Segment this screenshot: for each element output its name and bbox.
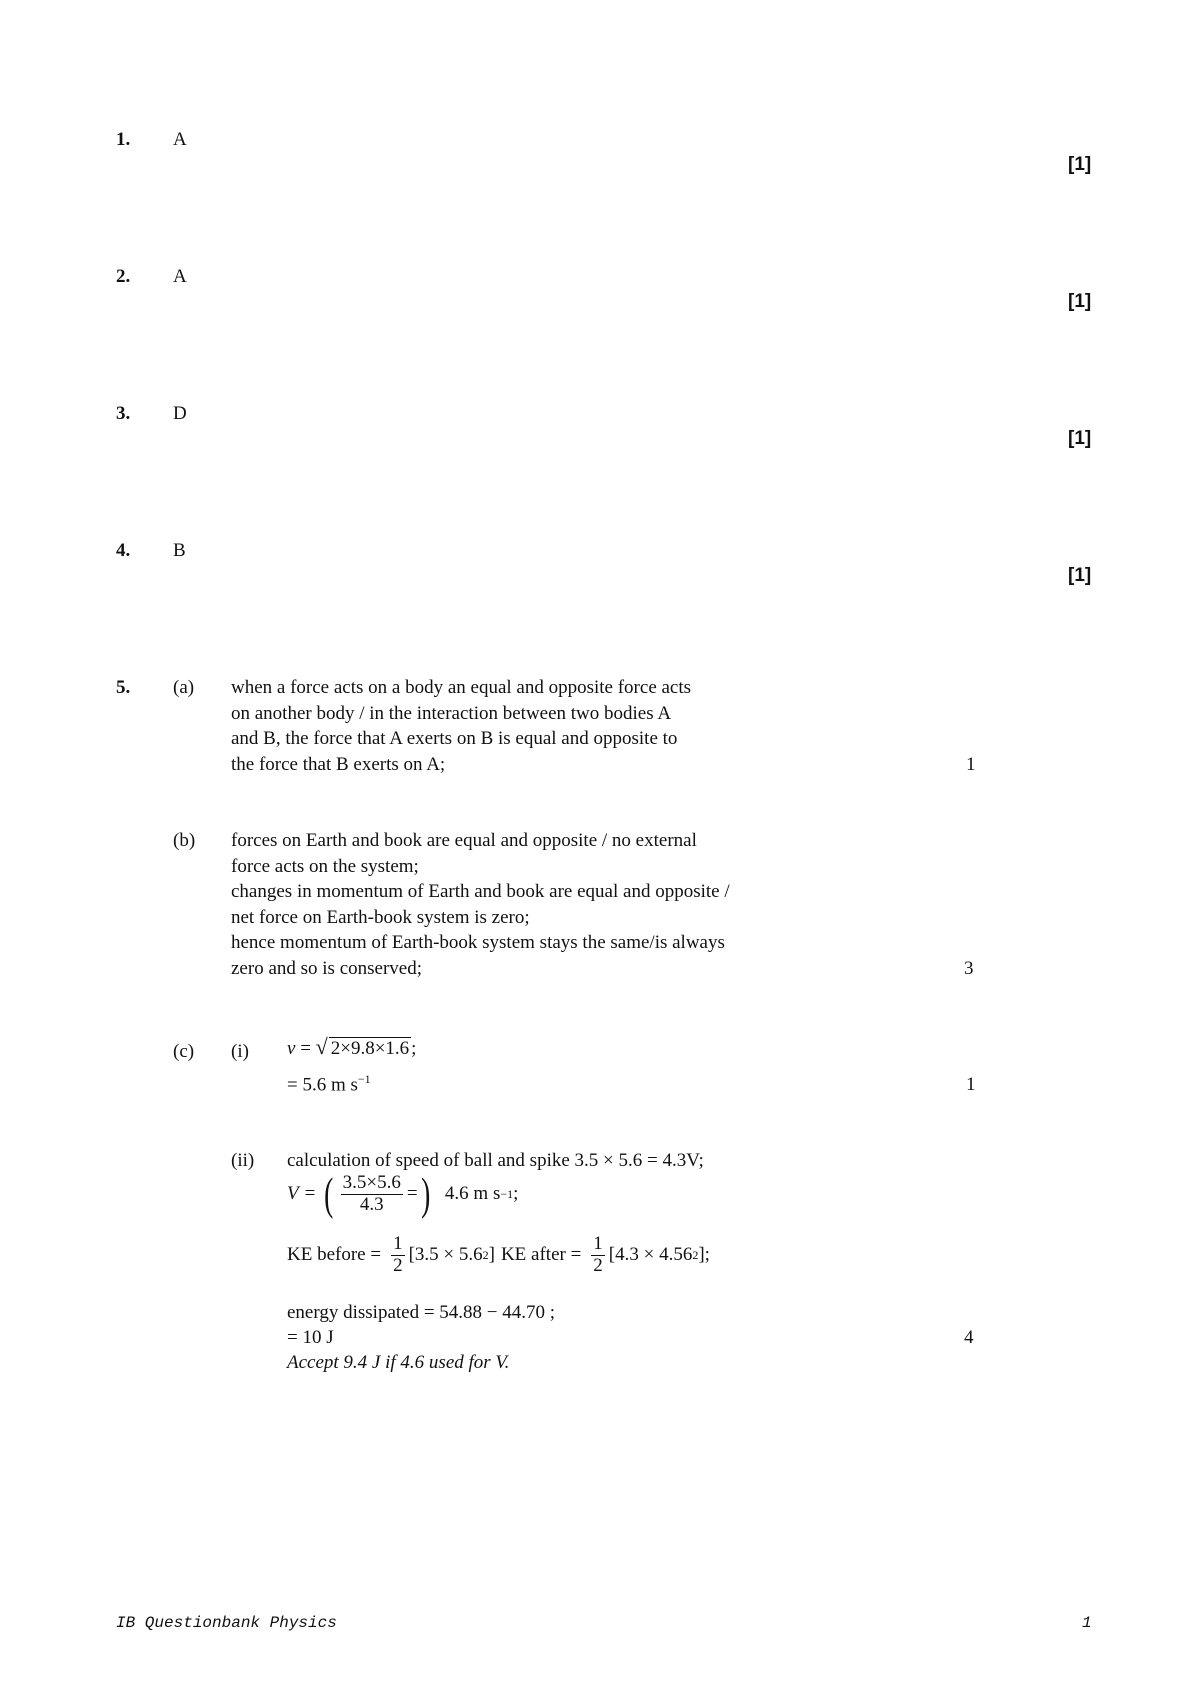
half-denominator: 2 [593,1254,603,1276]
part-b-marks: 3 [964,958,974,979]
part-b-line: hence momentum of Earth-book system stays the same/is always [231,932,725,953]
left-paren-icon: ( [324,1168,334,1219]
part-b-line: force acts on the system; [231,855,419,877]
part-b-label: (b) [173,830,196,851]
equals-sign: = [300,1038,311,1059]
accept-note: Accept 9.4 J if 4.6 used for V. [287,1352,510,1373]
velocity-result-value: = 5.6 m s [287,1074,358,1096]
speed-end: ; [513,1183,519,1204]
square-root-icon: √ [315,1034,328,1059]
part-a-line: on another body / in the interaction between two bodies A [231,702,672,724]
part-b-line: forces on Earth and book are equal and opposite / no external [231,830,697,851]
question-1-answer: A [173,129,187,150]
part-b-line: changes in momentum of Earth and book are equal and opposite / [231,881,730,902]
equals-sign: = [304,1183,316,1204]
half-numerator: 1 [393,1233,403,1254]
part-c-ii-marks: 4 [964,1327,974,1348]
part-c-label: (c) [173,1041,195,1062]
question-2-number: 2. [116,266,131,287]
question-5-number: 5. [116,677,131,698]
ke-before-value: [3.5 × 5.6 [408,1244,483,1266]
ke-after-value: [4.3 × 4.56 [608,1244,693,1266]
inner-equals: = [406,1183,418,1204]
part-a-label: (a) [173,677,195,698]
energy-dissipated-line: energy dissipated = 54.88 − 44.70 ; [287,1302,556,1323]
part-c-ii-label: (ii) [231,1150,255,1171]
part-b-line: net force on Earth-book system is zero; [231,906,530,928]
radicand: 2×9.8×1.6 [330,1038,410,1059]
question-1-marks: [1] [1068,154,1092,175]
speed-equation [287,1168,519,1219]
question-4-marks: [1] [1068,565,1092,586]
question-4-answer: B [173,540,186,561]
right-paren-icon: ) [420,1168,430,1219]
part-a-answer [231,675,691,777]
ke-after-exponent: 2 [692,1247,699,1262]
question-2-answer: A [173,266,187,287]
half-fraction [591,1234,605,1277]
part-a-marks: 1 [966,754,976,775]
question-4-number: 4. [116,540,131,561]
half-fraction [391,1234,405,1277]
part-b-answer [231,828,730,981]
half-numerator: 1 [593,1233,603,1254]
question-3-number: 3. [116,403,131,424]
speed-exponent: −1 [500,1186,514,1201]
ke-after-end: ]; [698,1244,710,1266]
page-number: 1 [1082,1614,1092,1632]
fraction-denominator: 4.3 [359,1193,384,1215]
part-c-i-label: (i) [231,1041,249,1062]
fraction-numerator: 3.5×5.6 [342,1171,401,1193]
speed-variable: V [287,1183,299,1204]
question-2-marks: [1] [1068,291,1092,312]
kinetic-energy-line [287,1234,710,1277]
ke-after-label: KE after = [500,1244,582,1266]
part-a-line: when a force acts on a body an equal and opposite force acts [231,677,692,698]
question-3-answer: D [173,403,187,424]
velocity-equation [287,1034,416,1060]
ke-before-end: ] [488,1244,495,1266]
part-c-i-marks: 1 [966,1074,976,1095]
velocity-result-exponent: −1 [357,1072,371,1086]
ke-before-exponent: 2 [482,1247,489,1262]
velocity-variable: v [287,1038,296,1059]
part-a-line: the force that B exerts on A; [231,753,446,775]
question-3-marks: [1] [1068,428,1092,449]
speed-fraction [341,1173,403,1216]
footer-title: IB Questionbank Physics [116,1614,337,1632]
part-b-line: zero and so is conserved; [231,957,422,979]
velocity-result [287,1072,371,1096]
energy-result: = 10 J [287,1327,334,1348]
question-1-number: 1. [116,129,131,150]
part-a-line: and B, the force that A exerts on B is equal and opposite to [231,728,678,749]
speed-calculation-line: calculation of speed of ball and spike 3.5 × 5.6 = 4.3V; [287,1150,704,1171]
ke-before-label: KE before = [287,1244,382,1266]
speed-value: 4.6 m s [444,1183,501,1204]
half-denominator: 2 [393,1254,403,1276]
semicolon: ; [411,1038,417,1059]
